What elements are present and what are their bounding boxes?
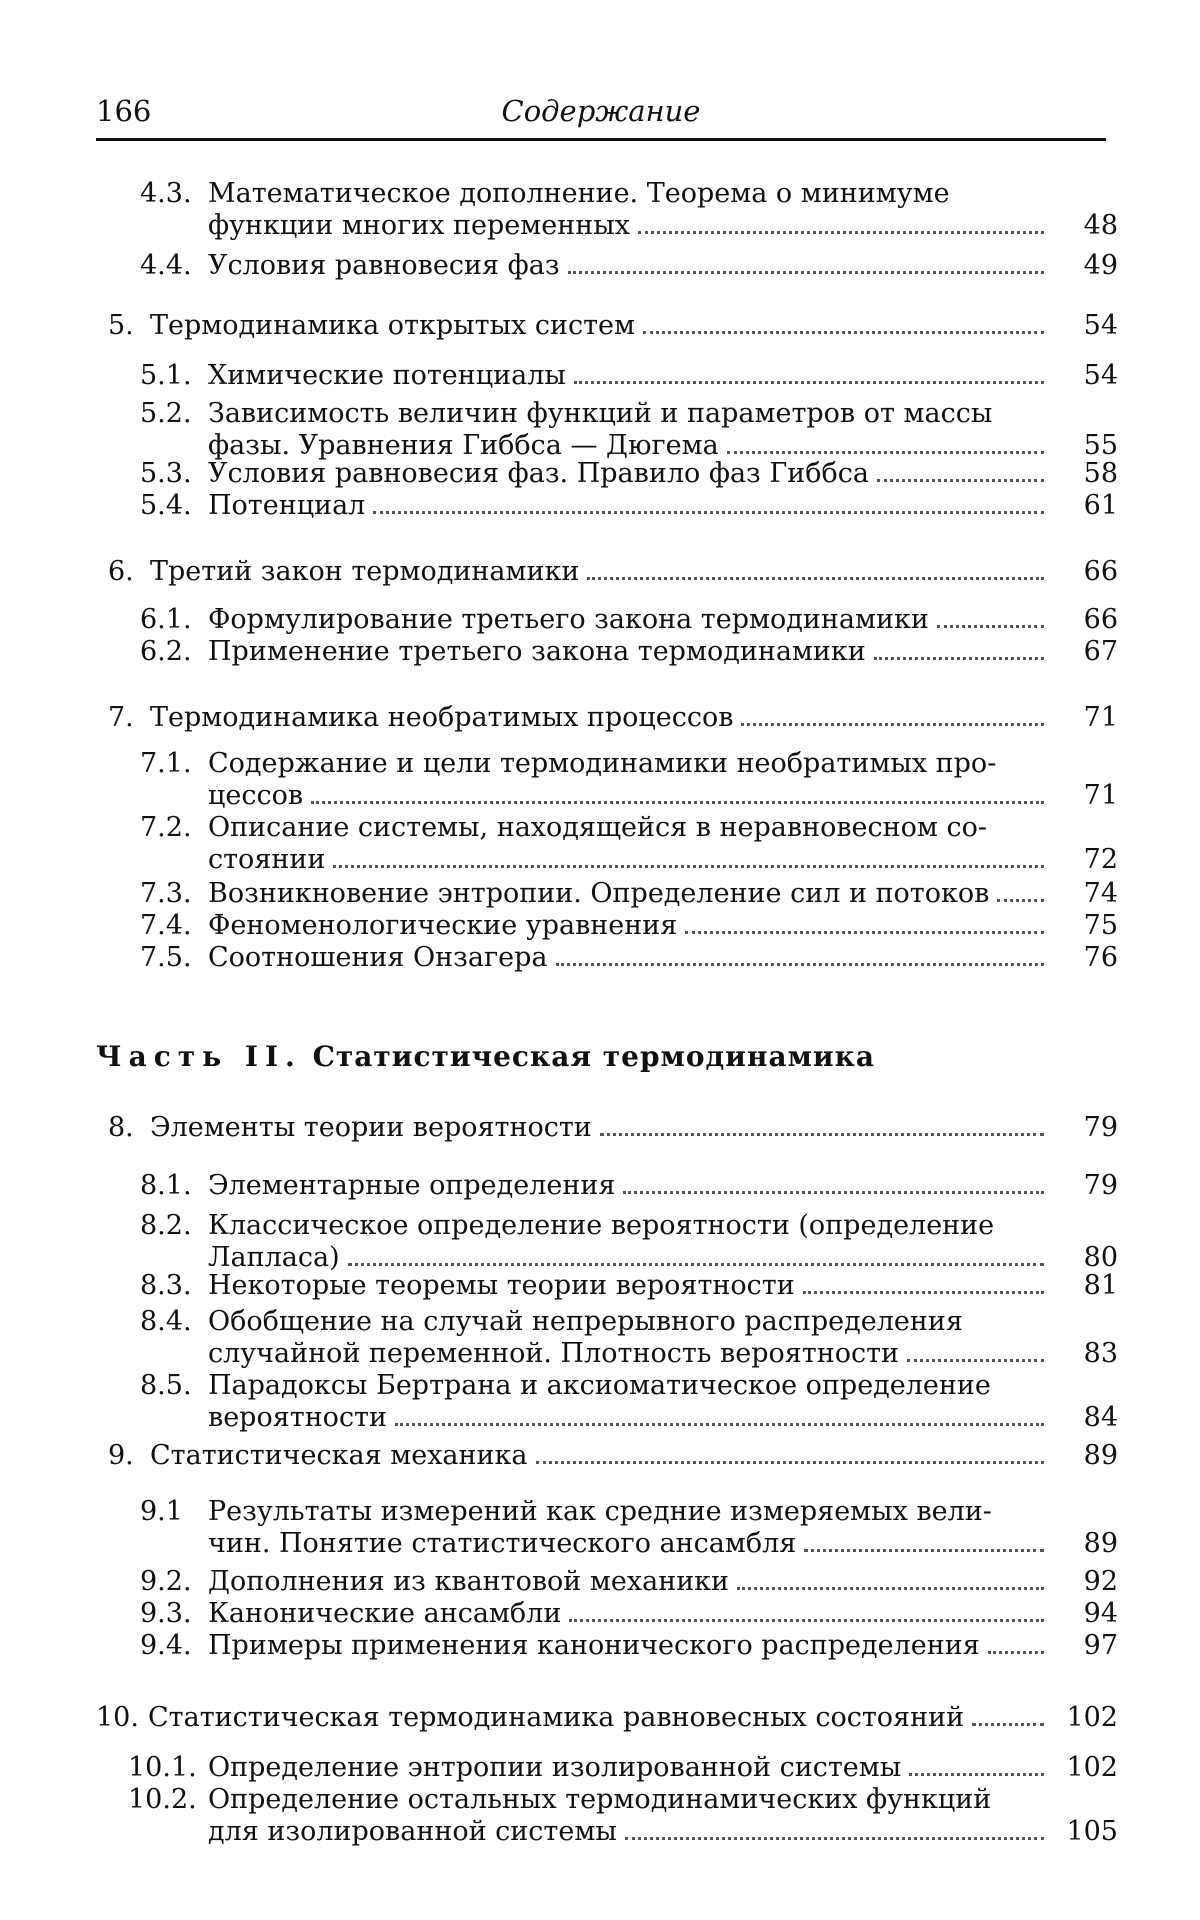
dot-leader xyxy=(574,380,1044,384)
toc-entry-line: Определение остальных термодинамических функций xyxy=(208,1784,992,1815)
toc-entry-line: функции многих переменных xyxy=(208,210,630,241)
toc-entry-title xyxy=(208,636,1050,668)
toc-entry-title xyxy=(208,1370,1050,1434)
dot-leader xyxy=(600,1132,1044,1136)
toc-entry-number: 5.2. xyxy=(140,398,192,429)
toc-entry-page: 89 xyxy=(1083,1440,1118,1471)
toc-entry-number: 10.2. xyxy=(128,1784,197,1815)
toc-entry-number: 4.4. xyxy=(140,250,192,281)
toc-entry-title xyxy=(208,1566,1050,1598)
toc-entry-number: 5.1. xyxy=(140,360,192,391)
toc-entry-line: для изолированной системы xyxy=(208,1816,617,1847)
toc-entry-title xyxy=(208,910,1050,942)
toc-entry-title xyxy=(150,1112,1050,1144)
toc-entry-line: Соотношения Онзагера xyxy=(208,942,548,973)
toc-entry-number: 5.4. xyxy=(140,490,192,521)
toc-entry-page: 102 xyxy=(1066,1702,1118,1733)
toc-entry-number: 7.1. xyxy=(140,748,192,779)
toc-entry-number: 6.1. xyxy=(140,604,192,635)
toc-entry-line: Формулирование третьего закона термодинамики xyxy=(208,604,929,635)
toc-entry-page: 48 xyxy=(1083,210,1118,241)
toc-entry-line: Элементы теории вероятности xyxy=(150,1112,592,1143)
dot-leader xyxy=(587,576,1044,580)
toc-entry-page: 66 xyxy=(1083,604,1118,635)
part-heading xyxy=(96,1040,875,1073)
toc-entry-line: Зависимость величин функций и параметров от массы xyxy=(208,398,993,429)
toc-entry-line: Возникновение энтропии. Определение сил и потоков xyxy=(208,878,990,909)
toc-entry-page: 54 xyxy=(1083,360,1118,391)
toc-entry-line: Условия равновесия фаз xyxy=(208,250,560,281)
toc-entry-page: 94 xyxy=(1083,1598,1118,1629)
toc-entry-number: 6.2. xyxy=(140,636,192,667)
toc-entry-line: цессов xyxy=(208,780,304,811)
toc-entry-line: Результаты измерений как средние измеряемых вели- xyxy=(208,1496,992,1527)
toc-entry-page: 67 xyxy=(1083,636,1118,667)
dot-leader xyxy=(569,1618,1044,1622)
part-label: Часть II. xyxy=(96,1040,302,1073)
toc-entry-line: Применение третьего закона термодинамики xyxy=(208,636,866,667)
toc-entry-title xyxy=(208,1598,1050,1630)
dot-leader xyxy=(937,624,1044,628)
toc-entry-title xyxy=(208,1306,1050,1370)
dot-leader xyxy=(909,1772,1044,1776)
toc-entry-title xyxy=(208,178,1050,242)
toc-entry-title xyxy=(208,398,1050,462)
toc-entry-page: 79 xyxy=(1083,1170,1118,1201)
toc-entry-title xyxy=(208,604,1050,636)
toc-entry-title xyxy=(150,310,1050,342)
toc-entry-title xyxy=(208,748,1050,812)
toc-entry-number: 10. xyxy=(96,1702,139,1733)
dot-leader xyxy=(333,864,1044,868)
toc-entry-page: 97 xyxy=(1083,1630,1118,1661)
dot-leader xyxy=(623,1190,1044,1194)
toc-entry-number: 7. xyxy=(108,702,134,733)
toc-entry-title xyxy=(208,250,1050,282)
toc-entry-line: Содержание и цели термодинамики необратимых про- xyxy=(208,748,997,779)
dot-leader xyxy=(907,1358,1044,1362)
toc-entry-number: 9.1 xyxy=(140,1496,183,1527)
toc-entry-page: 74 xyxy=(1083,878,1118,909)
dot-leader xyxy=(556,962,1044,966)
toc-entry-line: Элементарные определения xyxy=(208,1170,616,1201)
toc-entry-number: 4.3. xyxy=(140,178,192,209)
toc-entry-page: 75 xyxy=(1083,910,1118,941)
toc-entry-line: Математическое дополнение. Теорема о минимуме xyxy=(208,178,950,209)
toc-entry-page: 76 xyxy=(1083,942,1118,973)
dot-leader xyxy=(803,1290,1044,1294)
toc-entry-page: 71 xyxy=(1083,780,1118,811)
toc-entry-title xyxy=(208,1170,1050,1202)
toc-entry-line: Химические потенциалы xyxy=(208,360,566,391)
dot-leader xyxy=(395,1422,1044,1426)
page-number: 166 xyxy=(96,94,152,128)
toc-entry-page: 81 xyxy=(1083,1270,1118,1301)
dot-leader xyxy=(988,1650,1044,1654)
toc-entry-page: 83 xyxy=(1083,1338,1118,1369)
toc-entry-number: 5.3. xyxy=(140,458,192,489)
toc-entry-title xyxy=(208,1270,1050,1302)
toc-entry-page: 55 xyxy=(1083,430,1118,461)
part-title: Статистическая термодинамика xyxy=(312,1040,876,1073)
toc-entry-number: 9.4. xyxy=(140,1630,192,1661)
dot-leader xyxy=(373,510,1044,514)
toc-entry-line: Парадоксы Бертрана и аксиоматическое определение xyxy=(208,1370,991,1401)
dot-leader xyxy=(972,1722,1044,1726)
toc-entry-title xyxy=(150,556,1050,588)
toc-entry-page: 102 xyxy=(1066,1752,1118,1783)
dot-leader xyxy=(638,230,1044,234)
toc-entry-number: 8.4. xyxy=(140,1306,192,1337)
toc-entry-line: Лапласа) xyxy=(208,1242,340,1273)
toc-entry-page: 80 xyxy=(1083,1242,1118,1273)
toc-entry-page: 92 xyxy=(1083,1566,1118,1597)
page-header xyxy=(96,92,1106,141)
toc-entry-page: 58 xyxy=(1083,458,1118,489)
dot-leader xyxy=(737,1586,1044,1590)
toc-entry-title xyxy=(150,1440,1050,1472)
toc-entry-number: 8.5. xyxy=(140,1370,192,1401)
toc-entry-title xyxy=(208,1210,1050,1274)
toc-entry-title xyxy=(208,1784,1050,1848)
toc-entry-number: 9. xyxy=(108,1440,134,1471)
toc-entry-title xyxy=(208,878,1050,910)
toc-entry-line: Термодинамика необратимых процессов xyxy=(150,702,734,733)
toc-entry-title xyxy=(208,458,1050,490)
toc-entry-line: Описание системы, находящейся в неравновесном со- xyxy=(208,812,987,843)
toc-entry-line: Потенциал xyxy=(208,490,366,521)
toc-entry-page: 61 xyxy=(1083,490,1118,521)
toc-entry-line: Статистическая термодинамика равновесных состояний xyxy=(148,1702,965,1733)
toc-entry-line: Определение энтропии изолированной системы xyxy=(208,1752,902,1783)
dot-leader xyxy=(997,898,1044,902)
toc-entry-title xyxy=(208,490,1050,522)
toc-entry-line: вероятности xyxy=(208,1402,387,1433)
dot-leader xyxy=(727,450,1044,454)
dot-leader xyxy=(536,1460,1045,1464)
toc-entry-page: 105 xyxy=(1066,1816,1118,1847)
toc-entry-page: 89 xyxy=(1083,1528,1118,1559)
toc-entry-line: Канонические ансамбли xyxy=(208,1598,562,1629)
dot-leader xyxy=(568,270,1044,274)
toc-entry-line: Условия равновесия фаз. Правило фаз Гиббса xyxy=(208,458,869,489)
toc-entry-title xyxy=(150,702,1050,734)
toc-entry-number: 10.1. xyxy=(128,1752,197,1783)
toc-entry-line: Классическое определение вероятности (определение xyxy=(208,1210,995,1241)
toc-entry-line: чин. Понятие статистического ансамбля xyxy=(208,1528,797,1559)
dot-leader xyxy=(804,1548,1044,1552)
toc-entry-line: случайной переменной. Плотность вероятности xyxy=(208,1338,900,1369)
toc-entry-title xyxy=(208,1752,1050,1784)
toc-entry-line: Феноменологические уравнения xyxy=(208,910,678,941)
toc-entry-title xyxy=(148,1702,1050,1734)
running-title: Содержание xyxy=(501,94,701,128)
dot-leader xyxy=(348,1262,1044,1266)
toc-entry-line: Обобщение на случай непрерывного распределения xyxy=(208,1306,963,1337)
dot-leader xyxy=(741,722,1044,726)
toc-entry-number: 7.2. xyxy=(140,812,192,843)
toc-entry-title xyxy=(208,942,1050,974)
toc-entry-title xyxy=(208,360,1050,392)
toc-entry-number: 8. xyxy=(108,1112,134,1143)
toc-entry-page: 72 xyxy=(1083,844,1118,875)
toc-entry-page: 71 xyxy=(1083,702,1118,733)
toc-entry-number: 9.3. xyxy=(140,1598,192,1629)
toc-entry-line: Статистическая механика xyxy=(150,1440,528,1471)
toc-entry-line: стоянии xyxy=(208,844,326,875)
toc-entry-number: 8.1. xyxy=(140,1170,192,1201)
dot-leader xyxy=(874,656,1044,660)
toc-entry-line: Третий закон термодинамики xyxy=(150,556,580,587)
toc-entry-number: 8.3. xyxy=(140,1270,192,1301)
dot-leader xyxy=(877,478,1044,482)
dot-leader xyxy=(625,1836,1044,1840)
toc-entry-page: 54 xyxy=(1083,310,1118,341)
toc-entry-title xyxy=(208,1496,1050,1560)
toc-entry-number: 8.2. xyxy=(140,1210,192,1241)
dot-leader xyxy=(685,930,1044,934)
toc-entry-line: Термодинамика открытых систем xyxy=(150,310,636,341)
dot-leader xyxy=(311,800,1044,804)
toc-entry-number: 7.4. xyxy=(140,910,192,941)
dot-leader xyxy=(643,330,1044,334)
toc-entry-page: 66 xyxy=(1083,556,1118,587)
toc-entry-title xyxy=(208,812,1050,876)
toc-entry-page: 49 xyxy=(1083,250,1118,281)
toc-entry-number: 5. xyxy=(108,310,134,341)
toc-entry-number: 7.5. xyxy=(140,942,192,973)
toc-entry-line: Некоторые теоремы теории вероятности xyxy=(208,1270,795,1301)
toc-entry-number: 9.2. xyxy=(140,1566,192,1597)
toc-entry-title xyxy=(208,1630,1050,1662)
toc-entry-number: 6. xyxy=(108,556,134,587)
toc-entry-page: 79 xyxy=(1083,1112,1118,1143)
toc-entry-number: 7.3. xyxy=(140,878,192,909)
toc-entry-line: фазы. Уравнения Гиббса — Дюгема xyxy=(208,430,719,461)
toc-entry-page: 84 xyxy=(1083,1402,1118,1433)
toc-entry-line: Дополнения из квантовой механики xyxy=(208,1566,730,1597)
toc-entry-line: Примеры применения канонического распределения xyxy=(208,1630,980,1661)
